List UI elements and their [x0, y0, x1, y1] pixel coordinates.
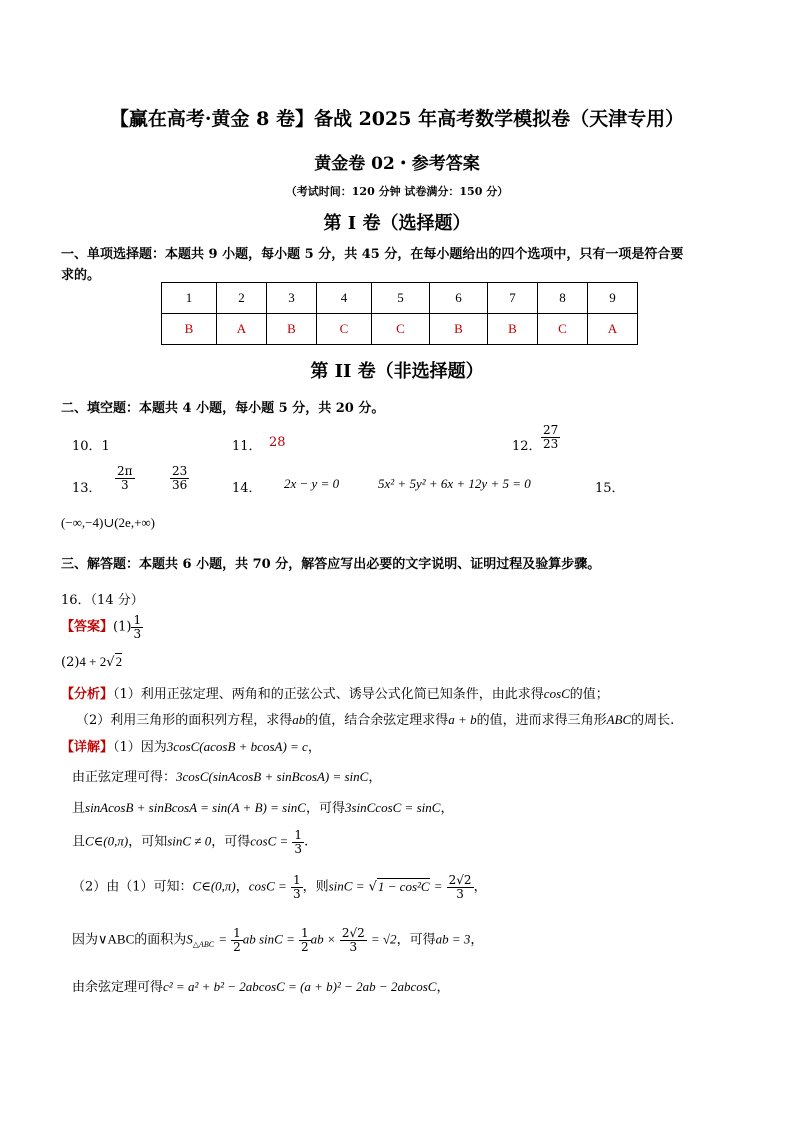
answer-table [161, 282, 638, 345]
detail-tag: 【详解】 [61, 740, 114, 755]
fill-q13-label: 13． [72, 481, 102, 496]
table-cell-answer: A [217, 314, 267, 345]
table-cell-answer: B [488, 314, 538, 345]
fill-q11-label: 11． [232, 439, 262, 454]
answer-tag: 【答案】 [61, 619, 114, 635]
table-cell: 6 [430, 283, 488, 314]
q16-detail-line6: 因为∨ABC的面积为$S_{\triangle ABC}$ = $\frac{1}{2}$ ab sinC = $\frac{1}{2}$ ab × $\frac{2√2}{3}$ = √2，可得ab = 3， [72, 926, 484, 954]
fill-q15-answer: (−∞,−4)∪(2e,+∞) [61, 515, 156, 530]
table-cell: 7 [488, 283, 538, 314]
table-cell-answer: C [317, 314, 372, 345]
table-cell: 3 [267, 283, 317, 314]
table-cell: 1 [162, 283, 217, 314]
analysis-tag: 【分析】 [61, 687, 114, 702]
table-cell: 4 [317, 283, 372, 314]
table-cell-answer: A [588, 314, 638, 345]
fill-q14a-answer: 2x − y = 0 [284, 476, 340, 491]
q16-analysis-line1: 【分析】（1）利用正弦定理、两角和的正弦公式、诱导公式化简已知条件，由此求得cosC的值； [61, 686, 609, 702]
fill-q10: 10．1 [72, 439, 110, 454]
fill-q14-label: 14． [232, 481, 262, 496]
document-subtitle: 黄金卷 02・参考答案 [314, 154, 480, 174]
choice-instruction-line1: 一、单项选择题：本题共 9 小题，每小题 5 分，共 45 分，在每小题给出的四个选项中，只有一项是符合要 [61, 247, 684, 262]
table-cell-answer: C [372, 314, 430, 345]
fill-q13a-fraction: $\frac{2\pi}{3}$ [117, 464, 133, 492]
q16-detail-line2: 由正弦定理可得：3cosC(sinAcosB + sinBcosA) = sinC， [72, 769, 382, 785]
fill-q13b-fraction: $\frac{23}{36}$ [172, 464, 188, 492]
fill-q11-answer: 28 [269, 435, 286, 450]
q16-detail-line4: 且C∈(0,π)，可知sinC ≠ 0，可得cosC = $\frac{1}{3}$ . [72, 828, 309, 856]
table-cell-answer: B [430, 314, 488, 345]
table-cell: 9 [588, 283, 638, 314]
part2-heading: 第 II 卷（非选择题） [310, 361, 484, 382]
table-cell: 2 [217, 283, 267, 314]
table-row-answers [162, 314, 638, 345]
q16-analysis-line2: （2）利用三角形的面积列方程，求得ab的值，结合余弦定理求得a + b的值，进而求得三角形ABC的周长. [76, 712, 675, 728]
q16-label: 16．（14 分） [61, 593, 144, 608]
fill-q12-label: 12． [512, 439, 542, 454]
q16-detail-line5: （2）由（1）可知：C∈(0,π)，cosC = $\frac{1}{3}$ ，则sinC = √1 − cos²C = $\frac{2√2}{3}$ ， [72, 873, 487, 901]
table-row-numbers [162, 283, 638, 314]
fill-q15-label: 15． [595, 481, 625, 496]
choice-instruction-line2: 求的。 [61, 268, 101, 283]
table-cell-answer: C [538, 314, 588, 345]
part1-heading: 第 I 卷（选择题） [323, 213, 471, 234]
q16-answer-line1: 【答案】(1) $\frac{1}{3}$ [61, 613, 142, 641]
q16-answer-line2: (2)4 + 2√2 [61, 654, 123, 670]
fill-q14b-answer: 5x² + 5y² + 6x + 12y + 5 = 0 [378, 476, 531, 491]
table-cell: 5 [372, 283, 430, 314]
q16-detail-line7: 由余弦定理可得c² = a² + b² − 2abcosC = (a + b)² − 2ab − 2abcosC， [72, 979, 450, 995]
fill-instruction: 二、填空题：本题共 4 小题，每小题 5 分，共 20 分。 [61, 401, 385, 416]
q16-detail-line3: 且sinAcosB + sinBcosA = sin(A + B) = sinC，可得3sinCcosC = sinC， [72, 800, 454, 816]
q16-detail-line1: 【详解】（1）因为3cosC(acosB + bcosA) = c， [61, 739, 321, 755]
table-cell: 8 [538, 283, 588, 314]
table-cell-answer: B [267, 314, 317, 345]
solve-instruction: 三、解答题：本题共 6 小题，共 70 分，解答应写出必要的文字说明、证明过程及验算步骤。 [61, 557, 601, 572]
fill-q12-fraction: $\frac{27}{23}$ [543, 423, 559, 451]
exam-info: （考试时间：120 分钟 试卷满分：150 分） [285, 185, 509, 198]
document-title: 【赢在高考·黄金 8 卷】备战 2025 年高考数学模拟卷（天津专用） [109, 108, 685, 130]
table-cell-answer: B [162, 314, 217, 345]
